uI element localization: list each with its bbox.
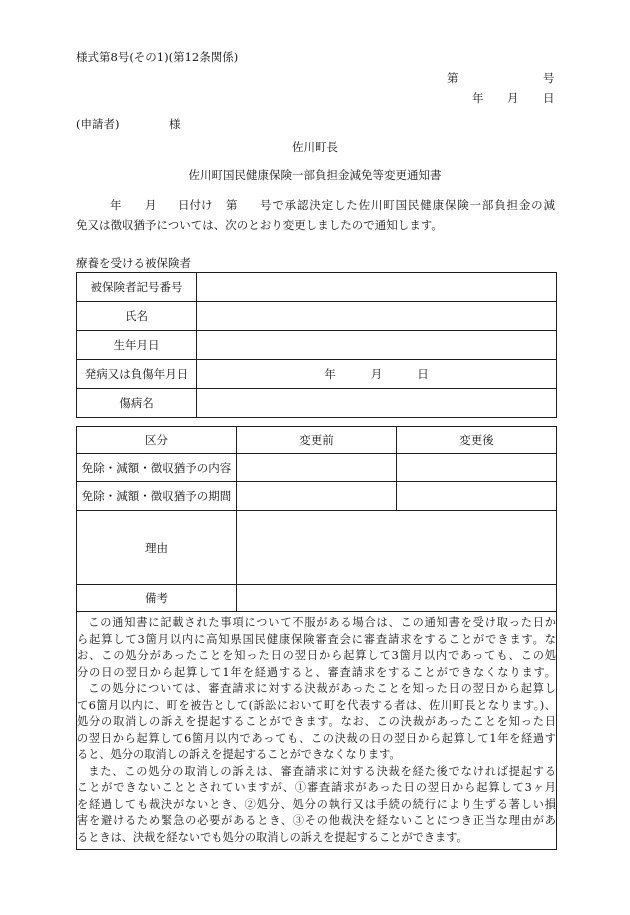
relief-content-label: 免除・減額・徴収猶予の内容 xyxy=(77,454,237,482)
table-row xyxy=(77,511,557,585)
notice-line: の翌日から起算して6箇月以内であっても、この決裁の日の翌日から起算して1年を経過す xyxy=(77,731,556,745)
intro-year-label: 年 xyxy=(110,198,122,212)
onset-month-label: 月 xyxy=(370,367,383,381)
name-value xyxy=(197,302,557,331)
issue-date-month: 月 xyxy=(507,91,519,105)
onset-date-value xyxy=(197,360,557,389)
category-header: 区分 xyxy=(77,427,237,454)
issue-date-year: 年 xyxy=(472,91,484,105)
table-row xyxy=(77,360,557,389)
notice-line: ことができないこととされていますが、①審査請求があった日の翌日から起算して3ヶ月 xyxy=(77,781,556,794)
intro-month-label: 月 xyxy=(145,198,157,212)
notice-line: ると、処分の取消しの訴えを提起することができなくなります。 xyxy=(77,748,401,761)
table-row xyxy=(77,302,557,331)
insured-number-value xyxy=(197,273,557,302)
reason-value xyxy=(237,511,557,585)
onset-date-label: 発病又は負傷年月日 xyxy=(77,360,197,389)
table-row xyxy=(77,331,557,360)
before-change-header: 変更前 xyxy=(237,427,397,454)
notice-line: 分の日の翌日から起算して1年を経過すると、審査請求をすることができなくなります。 xyxy=(77,665,556,679)
change-details-table xyxy=(76,426,557,850)
relief-period-after xyxy=(397,482,557,511)
table-row xyxy=(77,612,557,850)
issue-date-day: 日 xyxy=(543,91,555,105)
notice-line: この処分については、審査請求に対する決裁があったことを知った日の翌日から起算し xyxy=(88,682,556,695)
notice-line: て6箇月以内に、町を被告として(訴訟において町を代表する者は、佐川町長となります。)、 xyxy=(77,698,556,712)
notice-line: ら起算して3箇月以内に高知県国民健康保険審査会に審査請求をすることができます。な xyxy=(77,632,556,646)
name-label: 氏名 xyxy=(77,302,197,331)
table-row xyxy=(77,585,557,612)
remarks-value xyxy=(237,585,557,612)
notice-line: また、この処分の取消しの訴えは、審査請求に対する決裁を経た後でなければ提起する xyxy=(88,764,556,778)
form-number: 様式第8号(その1)(第12条関係) xyxy=(76,50,239,64)
notice-line: を経過しても裁決がないとき、②処分、処分の執行又は手続の続行により生ずる著しい損 xyxy=(77,797,556,811)
reason-label: 理由 xyxy=(77,511,237,585)
relief-period-label: 免除・減額・徴収猶予の期間 xyxy=(77,482,237,511)
recipient-label: (申請者) xyxy=(76,117,120,131)
issuer-name: 佐川町長 xyxy=(292,140,338,154)
birth-date-value xyxy=(197,331,557,360)
table-header-row xyxy=(77,427,557,454)
table-row xyxy=(77,389,557,418)
relief-period-before xyxy=(237,482,397,511)
onset-day-label: 日 xyxy=(417,367,429,381)
birth-date-label: 生年月日 xyxy=(77,331,197,360)
appeal-notice xyxy=(77,612,557,850)
intro-day-label: 日付け xyxy=(178,198,213,212)
notice-line: 処分の取消しの訴えを提起することができます。なお、この決裁があったことを知った日 xyxy=(77,715,556,728)
insured-number-label: 被保険者記号番号 xyxy=(77,273,197,302)
relief-content-before xyxy=(237,454,397,482)
intro-text-line-1: 号で承認決定した佐川町国民健康保険一部負担金の減 xyxy=(260,198,555,212)
intro-text-line-2: 免又は徴収猶予については、次のとおり変更しましたので通知します。 xyxy=(76,218,443,232)
disease-name-label: 傷病名 xyxy=(77,389,197,418)
table-row xyxy=(77,273,557,302)
notice-line: るときは、決裁を経ないでも処分の取消しの訴えを提起することができます。 xyxy=(77,830,468,844)
document-number-suffix: 号 xyxy=(543,71,555,85)
notice-line: お、この処分があったことを知った日の翌日から起算して3箇月以内であっても、この処 xyxy=(77,649,556,662)
intro-number-prefix: 第 xyxy=(226,198,238,212)
table-row xyxy=(77,454,557,482)
relief-content-after xyxy=(397,454,557,482)
table-row xyxy=(77,482,557,511)
document-title: 佐川町国民健康保険一部負担金減免等変更通知書 xyxy=(188,168,442,182)
onset-date-blanks xyxy=(197,366,556,382)
after-change-header: 変更後 xyxy=(397,427,557,454)
notice-line: 害を避けるため緊急の必要があるとき、③その他裁決を経ないことにつき正当な理由があ xyxy=(77,814,556,827)
insured-section-heading: 療養を受ける被保険者 xyxy=(76,256,191,270)
recipient-honorific: 様 xyxy=(169,117,181,131)
notice-line: この通知書に記載された事項について不服がある場合は、この通知書を受け取った日か xyxy=(88,616,556,629)
document-number-prefix: 第 xyxy=(447,71,459,85)
disease-name-value xyxy=(197,389,557,418)
insured-person-table xyxy=(76,272,557,418)
remarks-label: 備考 xyxy=(77,585,237,612)
onset-year-label: 年 xyxy=(324,367,336,381)
